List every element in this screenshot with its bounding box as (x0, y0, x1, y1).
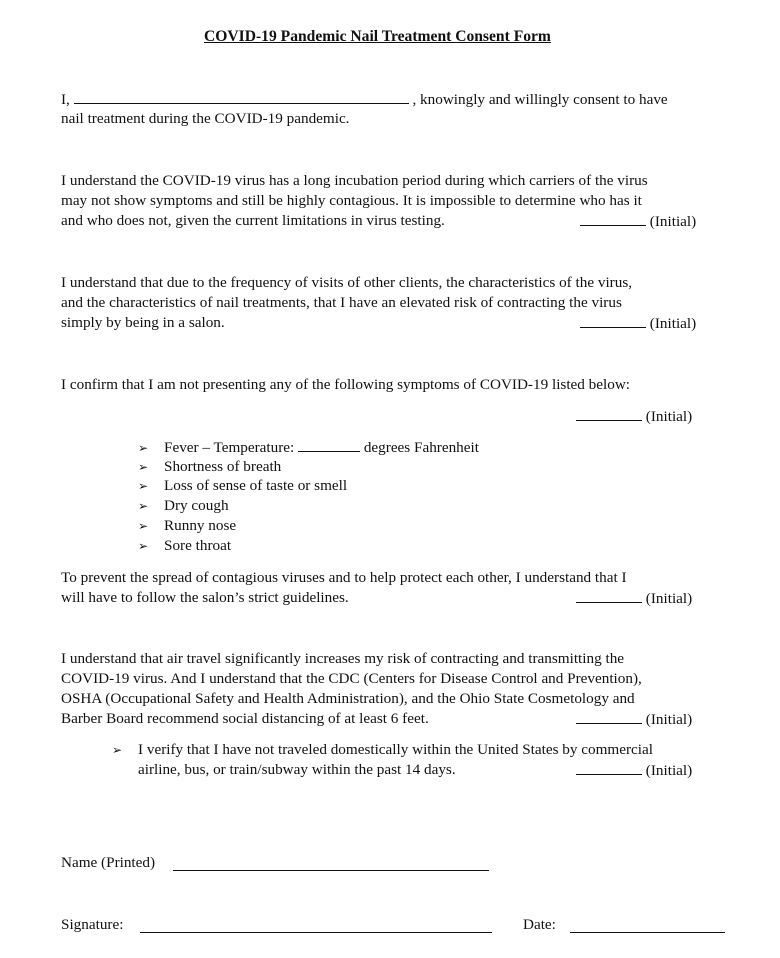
risk-text-1: I understand that due to the frequency of visits of other clients, the characteristics of the virus, (61, 274, 633, 291)
initial-blank[interactable] (576, 760, 642, 775)
consent-line-1 (61, 89, 668, 110)
symptom-item: ➢ Shortness of breath (138, 458, 282, 475)
incubation-text-1: I understand the COVID-19 virus has a long incubation period during which carriers of the virus (61, 172, 648, 189)
signature-field[interactable] (140, 932, 492, 933)
arrowhead-bullet-icon: ➢ (138, 519, 149, 533)
initial-label: (Initial) (645, 711, 693, 728)
initial-label: (Initial) (645, 762, 693, 779)
initial-field-travel (576, 760, 692, 781)
symptom-item: ➢ Sore throat (138, 537, 232, 554)
form-title: COVID-19 Pandemic Nail Treatment Consent Form (204, 28, 551, 45)
initial-field-symptoms (576, 406, 692, 427)
travel-verify-line-2: airline, bus, or train/subway within the past 14 days. (138, 761, 456, 778)
risk-text-2: and the characteristics of nail treatments, that I have an elevated risk of contracting the virus (61, 294, 622, 311)
symptom-item: ➢ Runny nose (138, 517, 237, 534)
incubation-text-3: and who does not, given the current limitations in virus testing. (61, 212, 445, 229)
travel-text-1: I understand that air travel significantly increases my risk of contracting and transmitting the (61, 650, 625, 667)
symptom-item: ➢ Loss of sense of taste or smell (138, 477, 348, 494)
travel-text-3: OSHA (Occupational Safety and Health Administration), and the Ohio State Cosmetology and (61, 690, 635, 707)
date-field[interactable] (570, 932, 725, 933)
initial-blank[interactable] (576, 406, 642, 421)
arrowhead-bullet-icon: ➢ (138, 479, 149, 493)
initial-blank[interactable] (580, 211, 646, 226)
arrowhead-bullet-icon: ➢ (138, 441, 149, 455)
initial-label: (Initial) (649, 315, 697, 332)
travel-text-4: Barber Board recommend social distancing of at least 6 feet. (61, 710, 429, 727)
initial-blank[interactable] (580, 313, 646, 328)
guidelines-text-1: To prevent the spread of contagious viruses and to help protect each other, I understand that I (61, 569, 627, 586)
initial-field-risk (580, 313, 696, 334)
guidelines-text-2: will have to follow the salon’s strict guidelines. (61, 589, 349, 606)
client-name-blank[interactable] (74, 89, 409, 104)
initial-blank[interactable] (576, 709, 642, 724)
arrowhead-bullet-icon: ➢ (112, 743, 123, 757)
date-label: Date: (523, 916, 556, 933)
symptom-item: ➢ Dry cough (138, 497, 229, 514)
symptoms-confirm-text: I confirm that I am not presenting any of the following symptoms of COVID-19 listed below: (61, 376, 631, 393)
temperature-blank[interactable] (298, 437, 360, 452)
initial-label: (Initial) (645, 590, 693, 607)
initial-label: (Initial) (649, 213, 697, 230)
travel-verify-line-1: ➢ I verify that I have not traveled domestically within the United States by commercial (112, 741, 653, 758)
initial-field-guidelines (576, 588, 692, 609)
consent-line-2: nail treatment during the COVID-19 pandemic. (61, 110, 350, 127)
incubation-text-2: may not show symptoms and still be highly contagious. It is impossible to determine who has it (61, 192, 642, 209)
symptom-item-fever: ➢ Fever – Temperature: degrees Fahrenheit (138, 439, 479, 456)
initial-label: (Initial) (645, 408, 693, 425)
arrowhead-bullet-icon: ➢ (138, 460, 149, 474)
initial-blank[interactable] (576, 588, 642, 603)
signature-label: Signature: (61, 916, 124, 933)
risk-text-3: simply by being in a salon. (61, 314, 225, 331)
consent-suffix: , knowingly and willingly consent to have (412, 91, 668, 108)
travel-text-2: COVID-19 virus. And I understand that the CDC (Centers for Disease Control and Prevention), (61, 670, 642, 687)
name-printed-field[interactable] (173, 870, 489, 871)
name-printed-label: Name (Printed) (61, 854, 156, 871)
arrowhead-bullet-icon: ➢ (138, 499, 149, 513)
initial-field-distancing (576, 709, 692, 730)
initial-field-incubation (580, 211, 696, 232)
arrowhead-bullet-icon: ➢ (138, 539, 149, 553)
consent-prefix: I, (61, 91, 70, 108)
